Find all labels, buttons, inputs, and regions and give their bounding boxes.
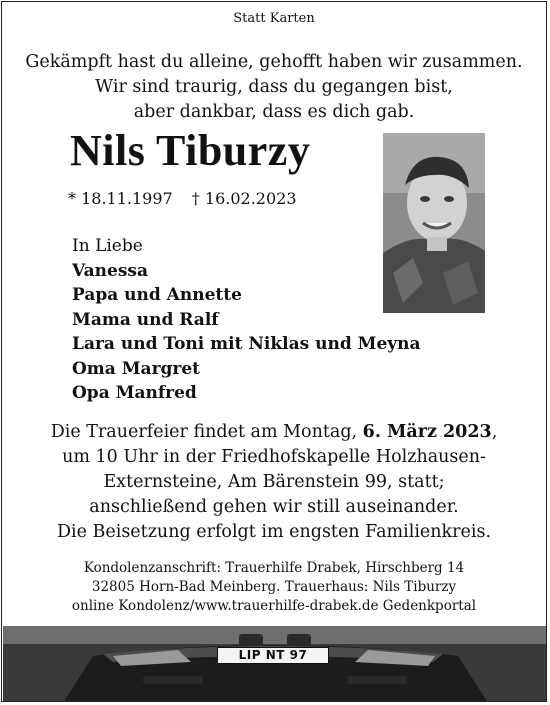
funeral-service-info [2,420,546,545]
death-date: † 16.02.2023 [191,189,297,208]
family-member: Vanessa [72,260,148,281]
family-member: Oma Margret [72,358,201,379]
family-member: Papa und Annette [72,285,242,305]
deceased-name: Nils Tiburzy [70,126,311,175]
service-text: , [491,422,498,442]
license-plate: LIP NT 97 [217,647,329,664]
contact-line: online Kondolenz/www.trauerhilfe-drabek.de Gedenkportal [71,598,477,614]
family-member: Lara und Toni mit Niklas und Meyna [72,334,421,354]
family-lead: In Liebe [72,236,143,256]
service-line [2,420,546,445]
verse-line: aber dankbar, dass es dich gab. [133,102,415,122]
service-text: Die Trauerfeier findet am Montag, [50,422,358,442]
contact-line: 32805 Horn-Bad Meinberg. Trauerhaus: Nils Tiburzy [91,579,457,595]
service-line: anschließend gehen wir still auseinander. [89,497,459,517]
birth-date: * 18.11.1997 [68,189,173,208]
condolence-contact [2,559,546,616]
statt-karten-label: Statt Karten [233,11,315,26]
service-line: Externsteine, Am Bärenstein 99, statt; [103,472,445,492]
verse-line: Gekämpft hast du alleine, gehofft haben wir zusammen. [25,52,523,72]
verse-line: Wir sind traurig, dass du gegangen bist, [95,77,453,97]
obituary-notice [1,1,547,702]
life-dates [68,189,311,208]
family-member: Opa Manfred [72,383,197,403]
car-front-image-icon [3,626,547,702]
memorial-verse [2,50,546,125]
car-image [3,626,547,702]
service-line: um 10 Uhr in der Friedhofskapelle Holzhausen- [62,447,486,467]
contact-line: Kondolenzanschrift: Trauerhilfe Drabek, Hirschberg 14 [83,560,465,576]
service-line: Die Beisetzung erfolgt im engsten Familienkreis. [56,522,492,542]
family-member: Mama und Ralf [72,309,219,330]
family-list [72,234,421,406]
service-date: 6. März 2023 [362,422,492,442]
